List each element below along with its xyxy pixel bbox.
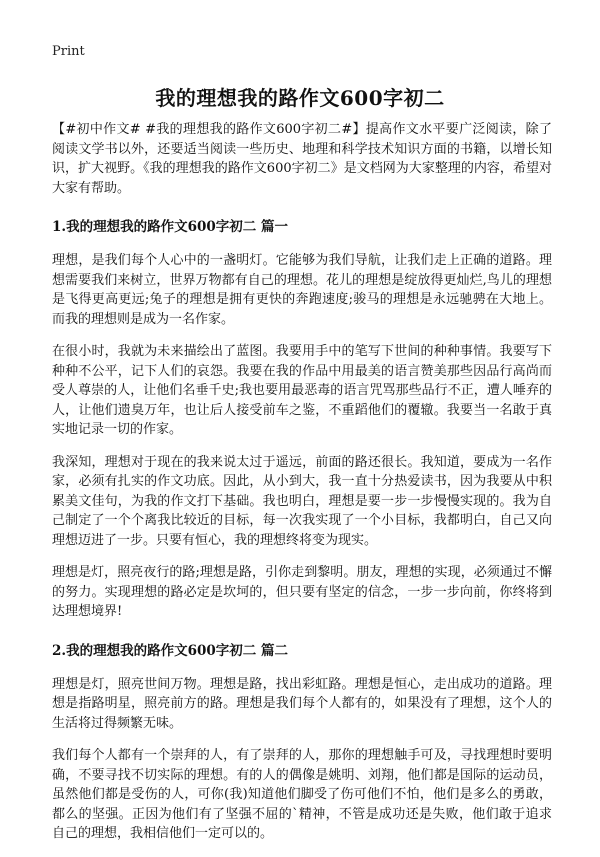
section-2-paragraph-1: 理想是灯，照亮世间万物。理想是路，找出彩虹路。理想是恒心，走出成功的道路。理想是指路明星，照亮前方的路。理想是我们每个人都有的，如果没有了理想，这个人的生活将过得频繁无味。: [52, 676, 552, 731]
section-1-paragraph-4: 理想是灯，照亮夜行的路;理想是路，引你走到黎明。朋友，理想的实现，必须通过不懈的努力。实现理想的路必定是坎坷的，但只要有坚定的信念，一步一步向前，你终将到达理想境界!: [52, 565, 552, 619]
section-1-heading: 1.我的理想我的路作文600字初二 篇一: [52, 219, 288, 235]
section-1-paragraph-2: 在很小时，我就为未来描绘出了蓝图。我要用手中的笔写下世间的种种事情。我要写下种种不公平，记下人们的哀怨。我要在我的作品中用最美的语言赞美那些因品行高尚而受人尊崇的人，让他们名垂千史;我也要用最恶毒的语言咒骂那些品行不正，遭人唾弃的人，让他们遗臭万年，也让后人接受前车之鉴，不重蹈他们的覆辙。我要当一名敢于真实地记录一切的作家。: [52, 344, 552, 437]
article-body: [52, 120, 552, 857]
section-2-heading: 2.我的理想我的路作文600字初二 篇二: [52, 642, 288, 659]
section-1-paragraph-3: 我深知，理想对于现在的我来说太过于遥远，前面的路还很长。我知道，要成为一名作家，必须有扎实的作文功底。因此，从小到大，我一直十分热爱读书，因为我要从中积累美文佳句，为我的作文打下基础。我也明白，理想是要一步一步慢慢实现的。我为自己制定了一个个离我比较近的目标，每一次我实现了一个小目标，我都明白，自己又向理想迈进了一步。只要有恒心，我的理想终将变为现实。: [52, 454, 552, 548]
section-1-paragraph-1: 理想，是我们每个人心中的一盏明灯。它能够为我们导航，让我们走上正确的道路。理想需要我们来树立，世界万物都有自己的理想。花儿的理想是绽放得更灿烂,鸟儿的理想是飞得更高更远;兔子的理想是拥有更快的奔跑速度;骏马的理想是永远驰骋在大地上。而我的理想则是成为一名作家。: [52, 253, 552, 327]
print-label: Print: [52, 44, 85, 59]
section-2-paragraph-2: 我们每个人都有一个崇拜的人，有了崇拜的人，那你的理想触手可及，寻找理想时要明确，不要寻找不切实际的理想。有的人的偶像是姚明、刘翔，他们都是国际的运动员，虽然他们都是受伤的人，可你(我)知道他们脚受了伤可他们不怕，他们是多么的勇敢，都么的坚强。正因为他们有了坚强不屈的`精神，不管是成功还是失败，他们敢于追求自己的理想，我相信他们一定可以的。: [52, 748, 552, 841]
page-title: 我的理想我的路作文600字初二: [155, 86, 445, 110]
intro-paragraph: 【#初中作文# #我的理想我的路作文600字初二#】提高作文水平要广泛阅读，除了阅读文学书以外，还要适当阅读一些历史、地理和科学技术知识方面的书籍，以增长知识，扩大视野。《我的理想我的路作文600字初二》是文档网为大家整理的内容，希望对大家有帮助。: [52, 122, 552, 196]
